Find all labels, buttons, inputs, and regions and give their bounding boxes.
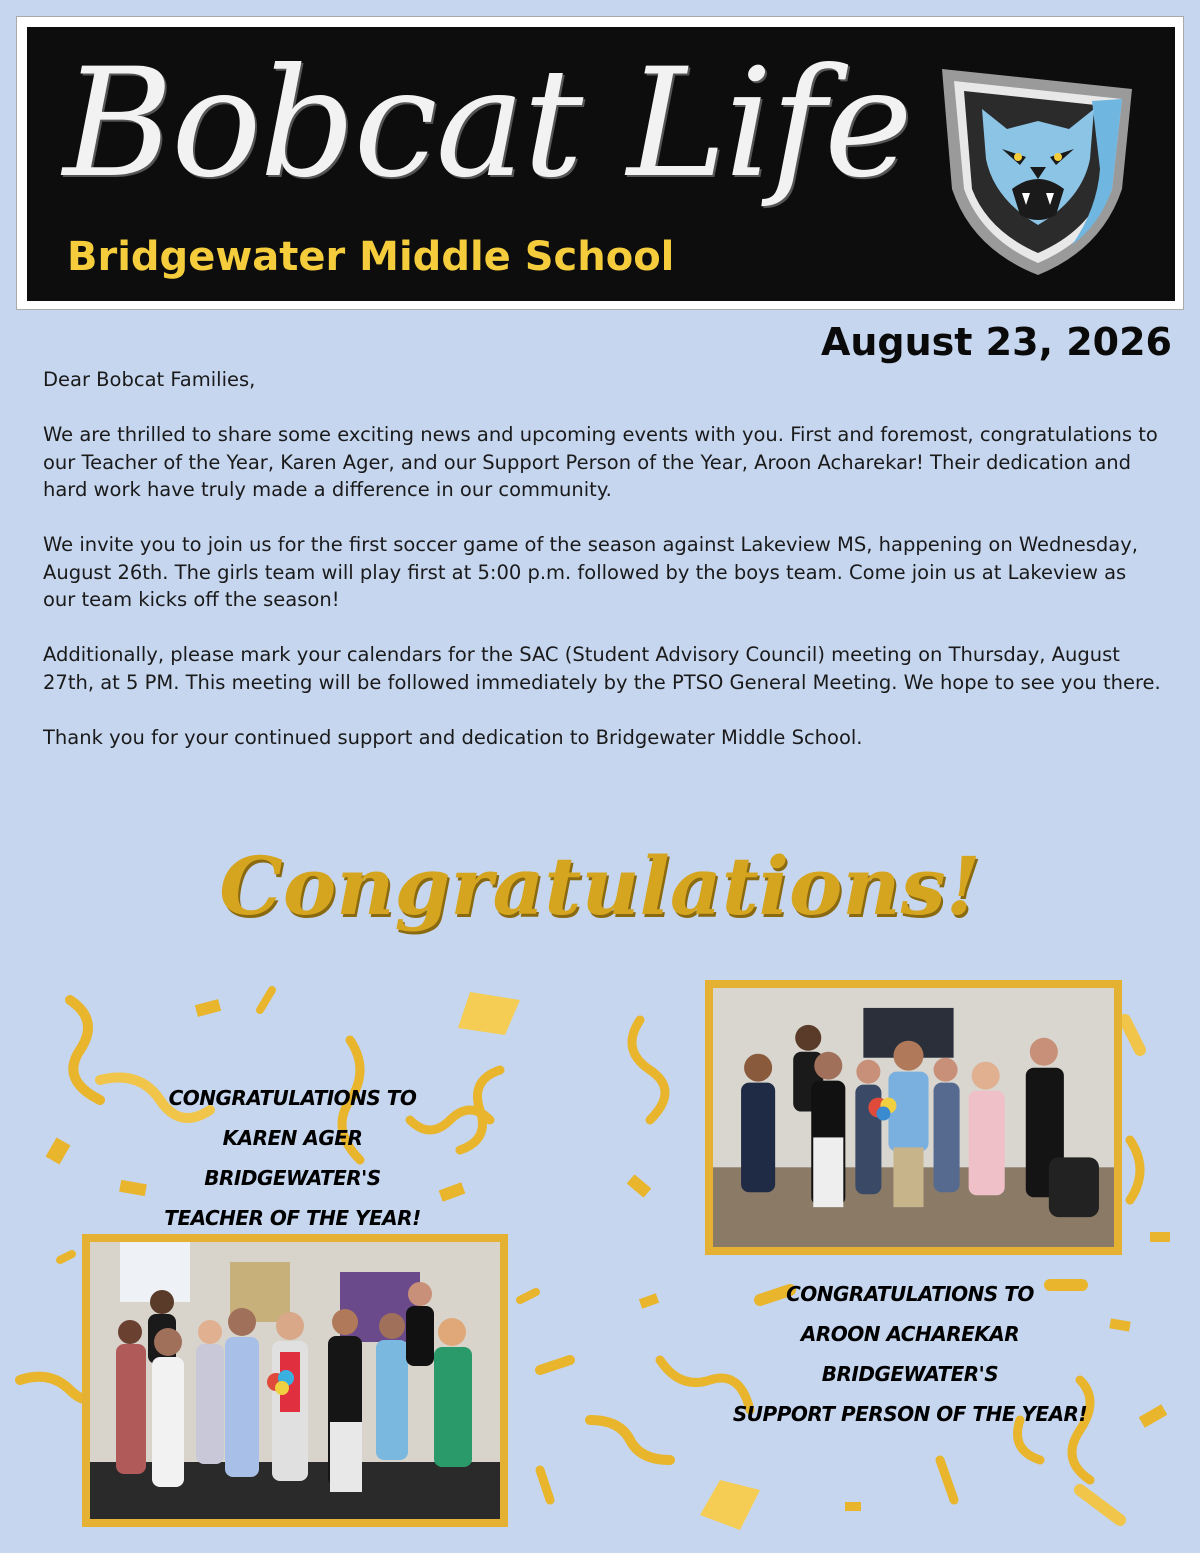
header-banner-frame <box>16 16 1184 310</box>
bobcat-shield-logo-icon <box>922 49 1154 281</box>
caption-line: SUPPORT PERSON OF THE YEAR! <box>732 1402 1088 1426</box>
caption-line: CONGRATULATIONS TO <box>786 1282 1034 1306</box>
teacher-photo <box>82 1234 508 1527</box>
caption-line: TEACHER OF THE YEAR! <box>164 1206 421 1230</box>
caption-line: KAREN AGER <box>222 1126 363 1150</box>
letter-paragraph: We invite you to join us for the first soccer game of the season against Lakeview MS, happening on Wednesday, August 26th. The girls team will play first at 5:00 p.m. followed by the boys team. Come join us at Lakeview as our team kicks off the season! <box>43 533 1138 611</box>
support-person-photo <box>705 980 1122 1255</box>
letter-body <box>43 366 1163 779</box>
caption-line: CONGRATULATIONS TO <box>168 1086 417 1110</box>
letter-paragraph: Additionally, please mark your calendars for the SAC (Student Advisory Council) meeting on Thursday, August 27th, at 5 PM. This meeting will be followed immediately by the PTSO General Meeting. We hope to see you there. <box>43 643 1161 694</box>
caption-line: BRIDGEWATER'S <box>204 1166 381 1190</box>
letter-paragraph: Thank you for your continued support and dedication to Bridgewater Middle School. <box>43 725 863 749</box>
caption-line: BRIDGEWATER'S <box>821 1362 999 1386</box>
newsletter-date: August 23, 2026 <box>820 320 1172 364</box>
school-name: Bridgewater Middle School <box>67 234 675 280</box>
newsletter-title: Bobcat Life <box>63 37 911 211</box>
header-banner <box>27 27 1175 301</box>
letter-greeting: Dear Bobcat Families, <box>43 368 256 391</box>
teacher-of-year-caption <box>120 1078 465 1238</box>
support-person-caption <box>700 1274 1120 1434</box>
letter-paragraph: We are thrilled to share some exciting news and upcoming events with you. First and foremost, congratulations to our Teacher of the Year, Karen Ager, and our Support Person of the Year, Aroon Acharekar! Their dedication and hard work have truly made a difference in our community. <box>43 423 1158 501</box>
caption-line: AROON ACHAREKAR <box>800 1322 1020 1346</box>
congratulations-heading: Congratulations! <box>219 839 981 933</box>
